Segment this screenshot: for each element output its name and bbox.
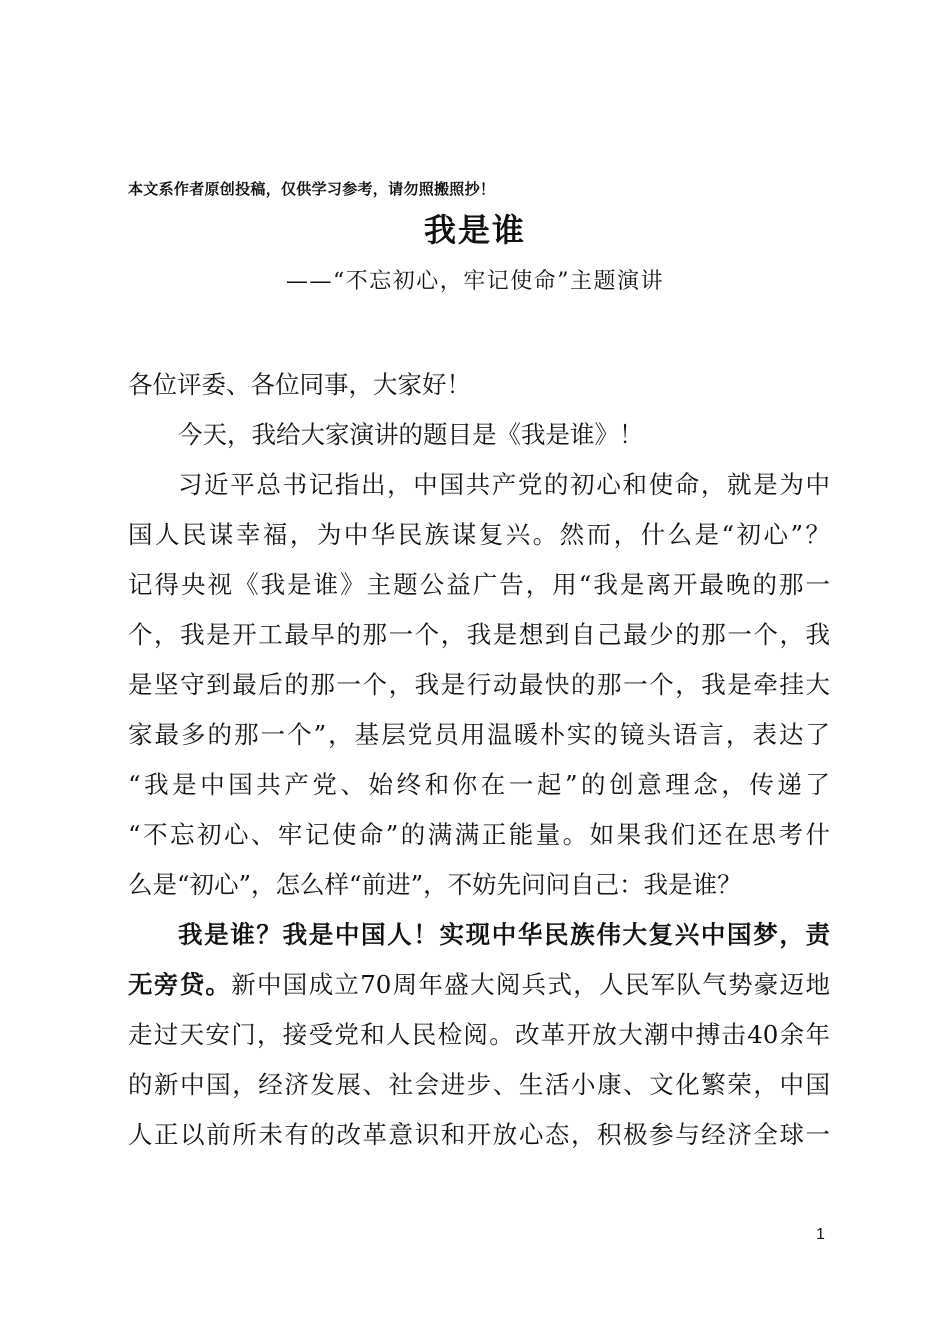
page-number: 1 xyxy=(816,1226,825,1243)
intro-line: 今天，我给大家演讲的题目是《我是谁》！ xyxy=(178,420,644,449)
copyright-notice: 本文系作者原创投稿，仅供学习参考，请勿照搬照抄！ xyxy=(128,180,496,198)
document-title: 我是谁 xyxy=(423,211,526,249)
paragraph-2-line-1: 我是谁？我是中国人！实现中华民族伟大复兴中国梦，责 xyxy=(178,920,830,949)
paragraph-1-line-1: 习近平总书记指出，中国共产党的初心和使命，就是为中 xyxy=(178,470,830,499)
greeting-line: 各位评委、各位同事，大家好！ xyxy=(128,370,471,399)
paragraph-1-line-7: “我是中国共产党、始终和你在一起”的创意理念，传递了 xyxy=(128,770,830,799)
paragraph-1-line-5: 是坚守到最后的那一个，我是行动最快的那一个，我是牵挂大 xyxy=(128,670,830,699)
speech-body xyxy=(128,360,830,1160)
document-subtitle: ——“不忘初心，牢记使命”主题演讲 xyxy=(286,269,664,294)
paragraph-2-line-5: 人正以前所未有的改革意识和开放心态，积极参与经济全球一 xyxy=(128,1120,830,1149)
paragraph-1-line-6: 家最多的那一个”，基层党员用温暖朴实的镜头语言，表达了 xyxy=(128,720,830,749)
paragraph-2-bold-phrase: 无旁贷。 xyxy=(128,970,232,999)
paragraph-2-line-4: 的新中国，经济发展、社会进步、生活小康、文化繁荣，中国 xyxy=(128,1070,830,1099)
paragraph-2-line-2 xyxy=(128,960,830,1010)
paragraph-1-line-9: 么是“初心”，怎么样“前进”，不妨先问问自己：我是谁？ xyxy=(128,870,742,899)
paragraph-1-line-8: “不忘初心、牢记使命”的满满正能量。如果我们还在思考什 xyxy=(128,820,830,849)
paragraph-1-line-3: 记得央视《我是谁》主题公益广告，用“我是离开最晚的那一 xyxy=(128,570,830,599)
paragraph-2-line-2-text: 新中国成立70周年盛大阅兵式，人民军队气势豪迈地 xyxy=(231,970,830,999)
paragraph-1-line-2: 国人民谋幸福，为中华民族谋复兴。然而，什么是“初心”？ xyxy=(128,520,830,549)
paragraph-1-line-4: 个，我是开工最早的那一个，我是想到自己最少的那一个，我 xyxy=(128,620,830,649)
paragraph-2-line-3: 走过天安门，接受党和人民检阅。改革开放大潮中搏击40余年 xyxy=(128,1020,830,1049)
